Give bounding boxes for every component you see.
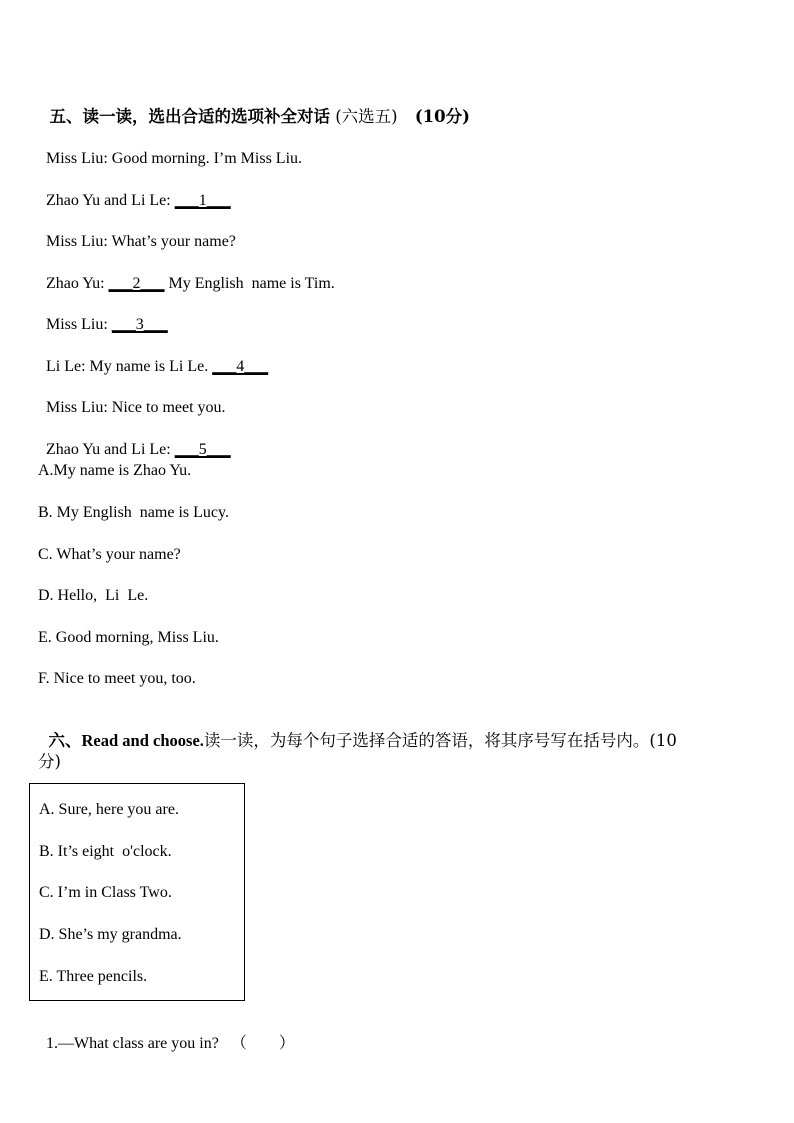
answer-blank-3[interactable]: ___3___ (111, 316, 168, 333)
dialogue-text: What’s your name? (111, 233, 236, 250)
section-6-heading (38, 711, 677, 751)
answer-blank-1[interactable]: ___1___ (174, 192, 231, 209)
dialogue-line-1 (38, 129, 302, 169)
question-text: 1.—What class are you in? (46, 1035, 219, 1052)
section-5-heading (38, 87, 470, 127)
answer-blank-5[interactable]: ___5___ (174, 441, 231, 458)
option-c: C. What’s your name? (38, 546, 181, 563)
dialogue-line-4 (38, 254, 335, 294)
speaker: Miss Liu: (46, 399, 112, 416)
speaker: Li Le: (46, 358, 90, 375)
dialogue-text: Nice to meet you. (111, 399, 226, 416)
option-e: E. Good morning, Miss Liu. (38, 629, 219, 646)
speaker: Miss Liu: (46, 233, 112, 250)
answer-bracket[interactable]: （ ） (230, 1035, 295, 1052)
option-b: B. My English name is Lucy. (38, 504, 229, 521)
section-6-title-en: Read and choose. (81, 731, 204, 750)
choice-e: E. Three pencils. (39, 968, 148, 985)
choice-c: C. I’m in Class Two. (39, 884, 172, 901)
answer-blank-4[interactable]: ___4___ (212, 358, 269, 375)
dialogue-line-5 (38, 295, 168, 335)
answer-blank-2[interactable]: ___2___ (108, 275, 165, 292)
speaker: Miss Liu: (46, 316, 112, 333)
section-6-prefix: 六、 (48, 731, 82, 750)
speaker: Zhao Yu: (46, 275, 109, 292)
question-1 (38, 1014, 295, 1054)
choice-a: A. Sure, here you are. (39, 801, 179, 818)
section-6-title-cn: 读一读，为每个句子选择合适的答语，将其序号写在括号内。(10 (203, 731, 677, 750)
speaker: Miss Liu: (46, 150, 112, 167)
choice-d: D. She’s my grandma. (39, 926, 182, 943)
dialogue-text: My name is Li Le. (89, 358, 213, 375)
section-5-title-paren: (六选五) (330, 107, 398, 126)
speaker: Zhao Yu and Li Le: (46, 441, 175, 458)
dialogue-text: My English name is Tim. (164, 275, 335, 292)
choice-b: B. It’s eight o'clock. (39, 843, 172, 860)
option-a: A.My name is Zhao Yu. (38, 462, 192, 479)
section-5-score: (10分) (414, 107, 470, 126)
dialogue-line-8 (38, 420, 231, 460)
section-5-title: 五、读一读，选出合适的选项补全对话 (49, 107, 330, 126)
dialogue-line-6 (38, 337, 268, 377)
answer-choice-box (29, 783, 245, 1001)
dialogue-line-7 (38, 378, 226, 418)
speaker: Zhao Yu and Li Le: (46, 192, 175, 209)
dialogue-line-3 (38, 212, 236, 252)
option-d: D. Hello, Li Le. (38, 587, 149, 604)
dialogue-line-2 (38, 171, 231, 211)
dialogue-text: Good morning. I’m Miss Liu. (111, 150, 303, 167)
option-f: F. Nice to meet you, too. (38, 670, 196, 687)
section-6-heading-cont: 分) (38, 752, 61, 771)
